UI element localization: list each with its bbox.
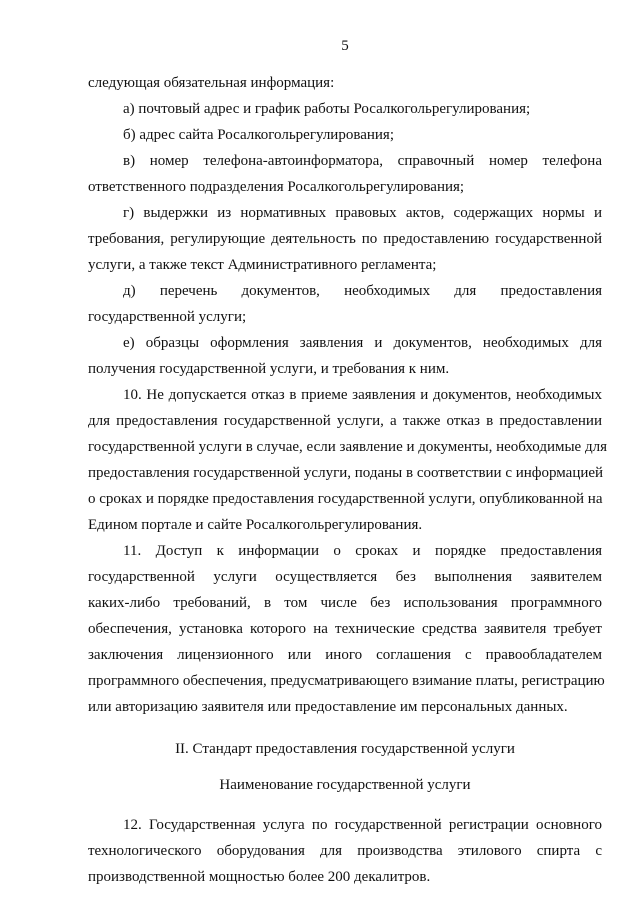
text-line: заключения лицензионного или иного соглашения с правообладателем (88, 647, 602, 663)
list-item-v: в) номер телефона-автоинформатора, справочный номер телефона (123, 153, 602, 169)
text-line: ответственного подразделения Росалкогольрегулирования; (88, 179, 465, 195)
document-body (88, 70, 607, 890)
text-line: государственной услуги осуществляется без выполнения заявителем (88, 569, 602, 585)
text-line: государственной услуги в случае, если заявление и документы, необходимые для (88, 439, 607, 455)
list-item-e: е) образцы оформления заявления и документов, необходимых для (123, 335, 602, 351)
text-line: требования, регулирующие деятельность по предоставлению государственной (88, 231, 602, 247)
text-line: о сроках и порядке предоставления государственной услуги, опубликованной на (88, 491, 603, 507)
page-number: 5 (341, 38, 349, 54)
text-line: каких-либо требований, в том числе без использования программного (88, 595, 602, 611)
text-line: Едином портале и сайте Росалкогольрегулирования. (88, 517, 423, 533)
subsection-heading: Наименование государственной услуги (219, 777, 471, 793)
text-line: производственной мощностью более 200 декалитров. (88, 869, 431, 885)
list-item-d: д) перечень документов, необходимых для предоставления (123, 283, 602, 299)
list-item-g: г) выдержки из нормативных правовых актов, содержащих нормы и (123, 205, 602, 221)
text-line: предоставления государственной услуги, поданы в соответствии с информацией (88, 465, 604, 481)
text-line: государственной услуги; (88, 309, 247, 325)
text-line: технологического оборудования для производства этилового спирта с (88, 843, 602, 859)
section-heading: II. Стандарт предоставления государственной услуги (175, 741, 515, 757)
paragraph-11-start: 11. Доступ к информации о сроках и порядке предоставления (123, 543, 602, 559)
text-line: программного обеспечения, предусматривающего взимание платы, регистрацию (88, 673, 605, 689)
paragraph-12-start: 12. Государственная услуга по государственной регистрации основного (123, 817, 602, 833)
text-line: услуги, а также текст Административного регламента; (88, 257, 437, 273)
text-line: обеспечения, установка которого на технические средства заявителя требует (88, 621, 602, 637)
text-line: получения государственной услуги, и требования к ним. (88, 361, 450, 377)
paragraph-10-start: 10. Не допускается отказ в приеме заявления и документов, необходимых (123, 387, 602, 403)
text-line: или авторизацию заявителя или предоставление им персональных данных. (88, 699, 568, 715)
text-line: следующая обязательная информация: (88, 75, 335, 91)
list-item-b: б) адрес сайта Росалкогольрегулирования; (123, 127, 394, 143)
text-line: для предоставления государственной услуги, а также отказ в предоставлении (88, 413, 602, 429)
list-item-a: а) почтовый адрес и график работы Росалкогольрегулирования; (123, 101, 531, 117)
